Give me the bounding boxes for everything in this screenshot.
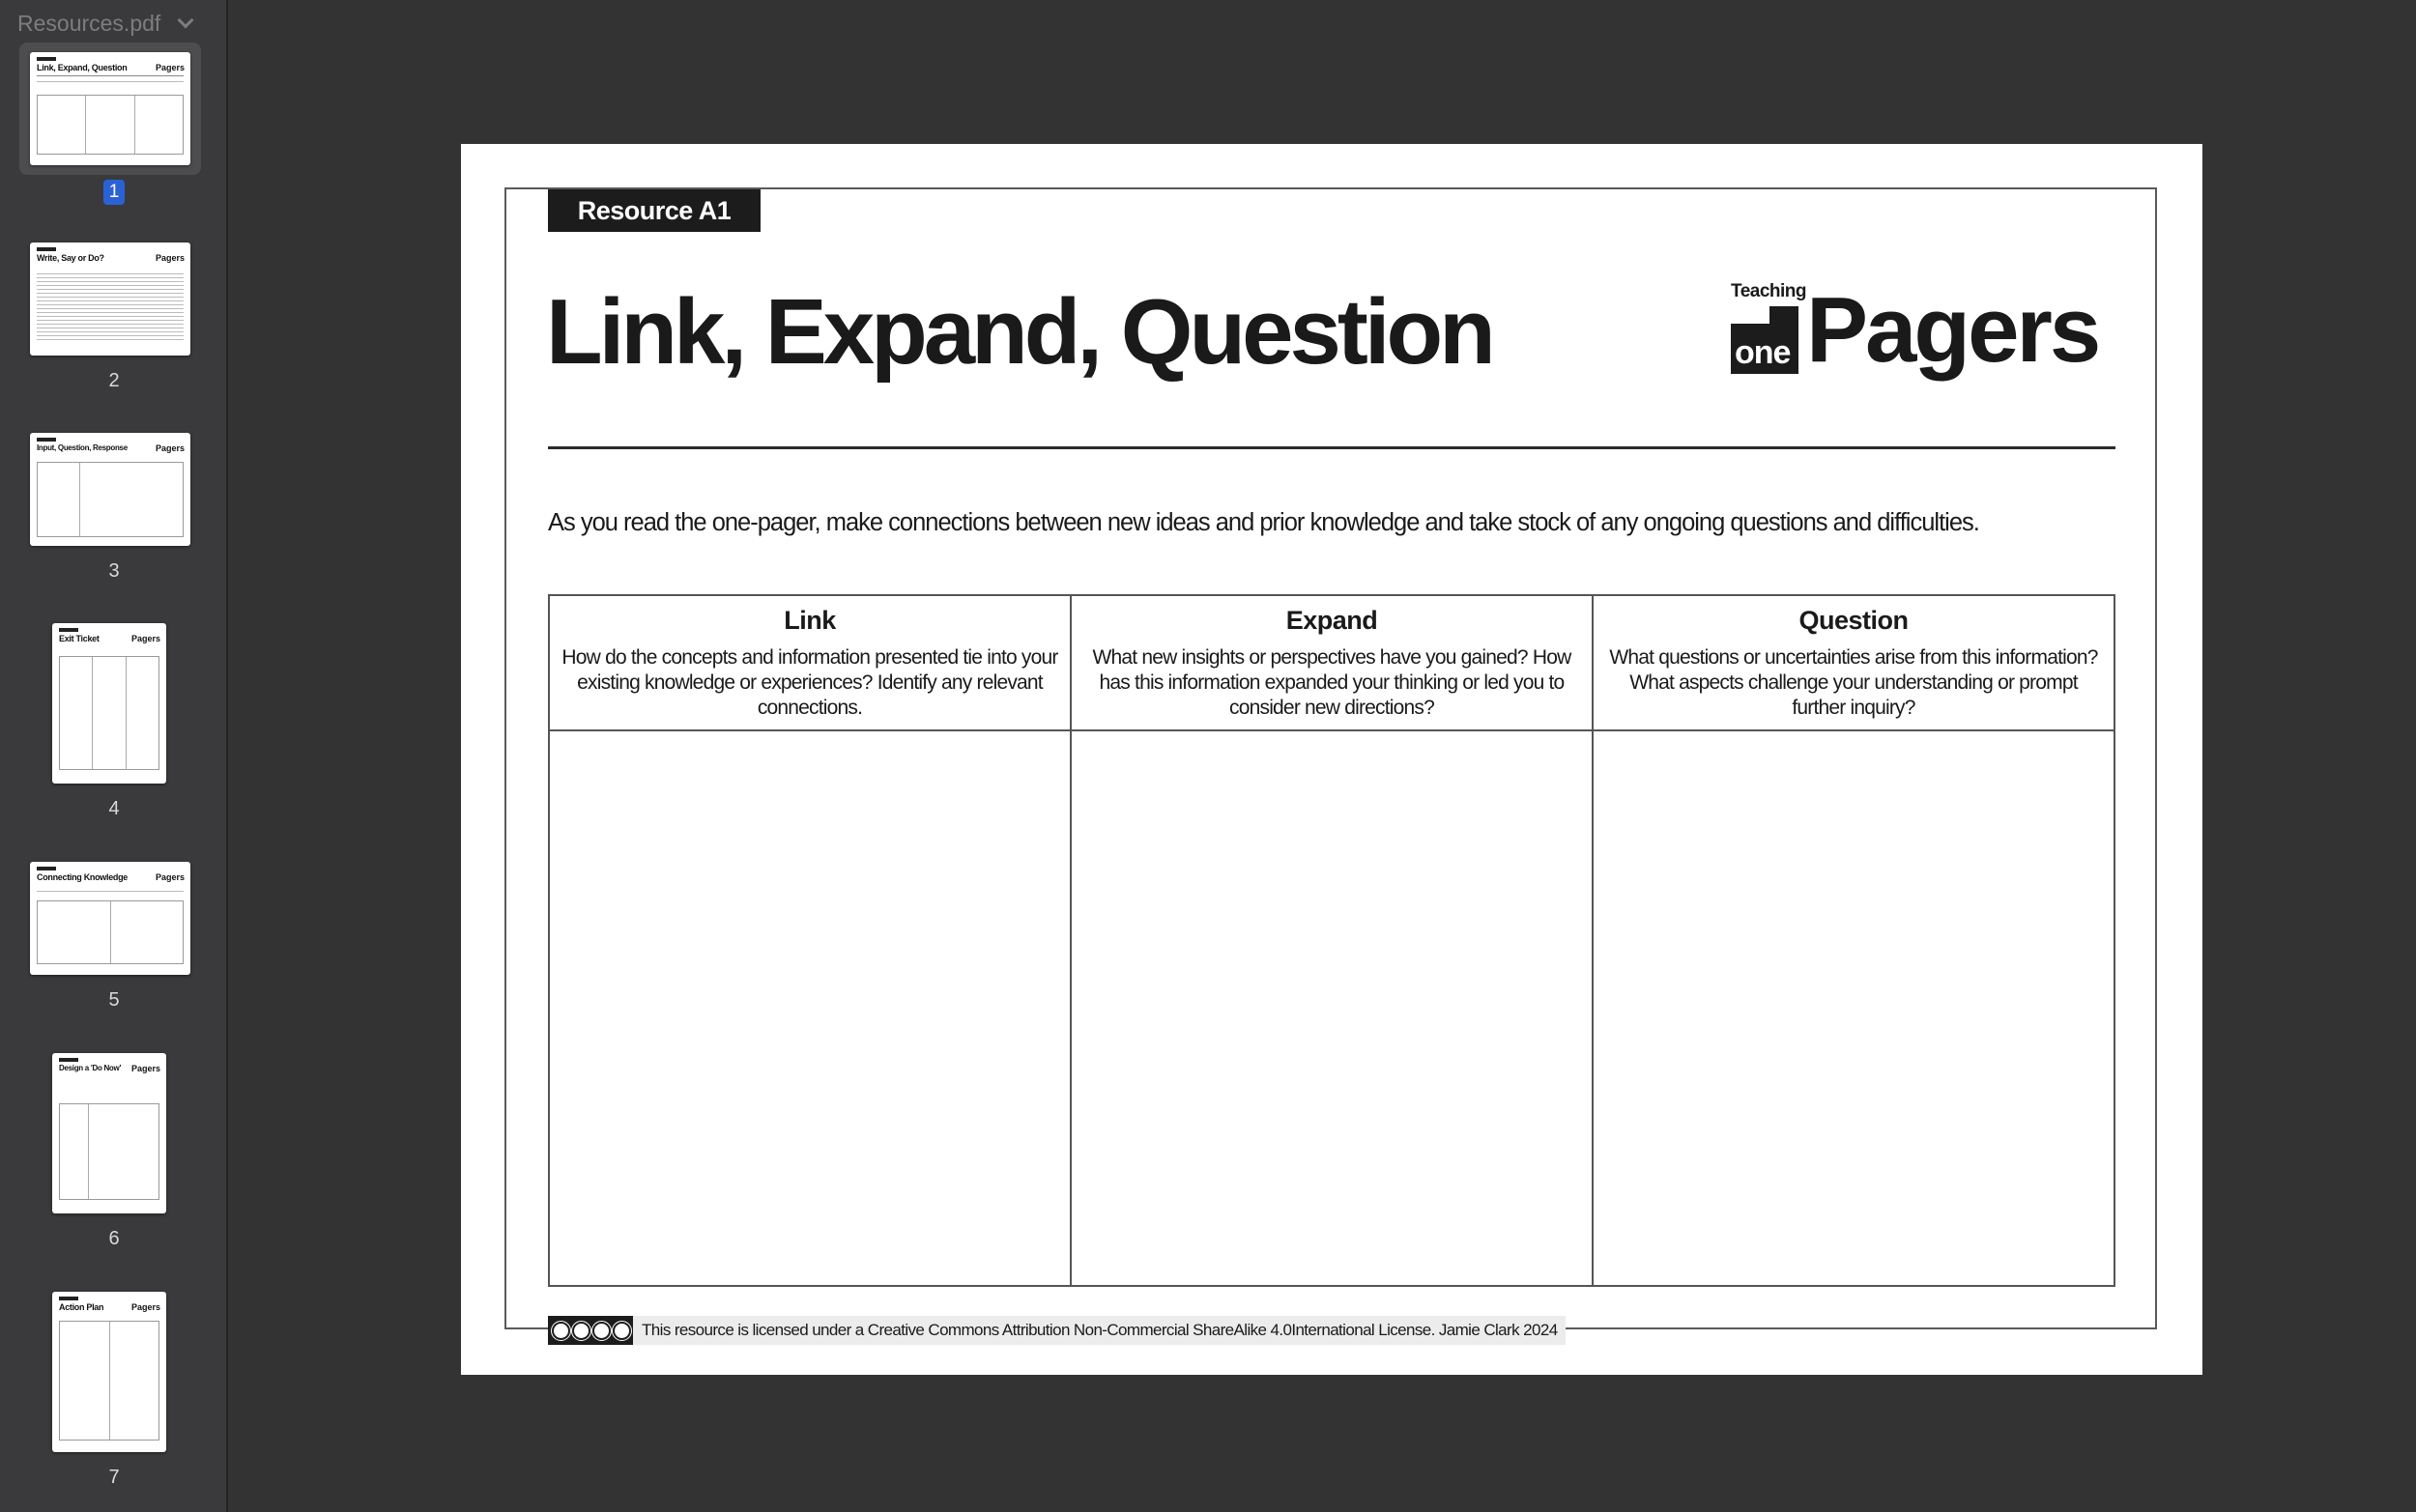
license-footer [548, 1316, 1566, 1345]
column-prompt: What questions or uncertainties arise from this information? What aspects challenge your understanding or prompt further inquiry? [1609, 646, 2098, 719]
thumbnail-title: Link, Expand, Question [37, 63, 128, 72]
response-table [548, 594, 2115, 1287]
teaching-one-pagers-logo: Teaching one Pagers [1731, 278, 2099, 382]
thumbnail-page-4[interactable] [52, 623, 166, 784]
thumbnail-logo: Pagers [130, 634, 160, 643]
document-menu[interactable] [17, 4, 191, 43]
document-page [461, 144, 2202, 1375]
column-question [1594, 596, 2114, 1285]
thumbnail-page-5[interactable] [30, 862, 190, 975]
logo-mark: one [1731, 306, 1798, 374]
thumbnail-number-6: 6 [108, 1228, 120, 1249]
thumbnail-logo: Pagers [155, 443, 185, 453]
page-title: Link, Expand, Question [546, 280, 1492, 384]
column-header [1594, 596, 2114, 731]
license-text: This resource is licensed under a Creative Commons Attribution Non-Commercial ShareAlike 4.0International License. Jamie Clark 2024 [642, 1321, 1558, 1339]
column-heading: Link [784, 606, 836, 635]
title-divider [548, 446, 2115, 449]
column-prompt: What new insights or perspectives have you gained? How has this information expanded your thinking or led you to consider new directions? [1092, 646, 1571, 719]
thumbnail-logo: Pagers [155, 253, 185, 263]
thumbnail-sidebar [0, 0, 228, 1512]
cc-by-nc-sa-icon [548, 1316, 633, 1345]
thumbnail-number-2: 2 [108, 370, 120, 391]
resource-tag: Resource A1 [548, 189, 761, 232]
thumbnail-page-7[interactable] [52, 1292, 166, 1452]
column-heading: Question [1798, 606, 1909, 635]
thumbnail-number-5: 5 [108, 989, 120, 1011]
thumbnail-number-7: 7 [108, 1467, 120, 1488]
column-prompt: How do the concepts and information presented tie into your existing knowledge or experiences? Identify any relevant connections. [561, 646, 1058, 719]
thumbnail-logo: Pagers [155, 872, 185, 882]
thumbnail-number-4: 4 [108, 798, 120, 819]
thumbnail-page-2[interactable] [30, 242, 190, 356]
thumbnail-title: Exit Ticket [59, 634, 100, 643]
thumbnail-number-1: 1 [0, 180, 228, 205]
column-heading: Expand [1285, 606, 1378, 635]
file-name: Resources.pdf [17, 10, 161, 36]
thumbnail-title: Input, Question, Response [37, 443, 128, 452]
column-header [1072, 596, 1592, 731]
thumbnail-page-1[interactable] [30, 52, 190, 165]
column-link [550, 596, 1072, 1285]
thumbnail-title: Design a 'Do Now' [59, 1064, 122, 1072]
thumbnail-page-6[interactable] [52, 1053, 166, 1213]
thumbnail-number-3: 3 [108, 560, 120, 582]
thumbnail-title: Write, Say or Do? [37, 253, 104, 263]
chevron-down-icon [178, 13, 194, 29]
column-expand [1072, 596, 1594, 1285]
thumbnail-logo: Pagers [155, 63, 185, 72]
thumbnail-logo: Pagers [130, 1064, 160, 1073]
thumbnail-title: Connecting Knowledge [37, 872, 128, 882]
column-header [550, 596, 1070, 731]
thumbnail-title: Action Plan [59, 1302, 104, 1312]
instructions-text: As you read the one-pager, make connections between new ideas and prior knowledge and take stock of any ongoing questions and difficulties. [548, 509, 1979, 536]
thumbnail-logo: Pagers [130, 1302, 160, 1312]
thumbnail-page-3[interactable] [30, 433, 190, 546]
